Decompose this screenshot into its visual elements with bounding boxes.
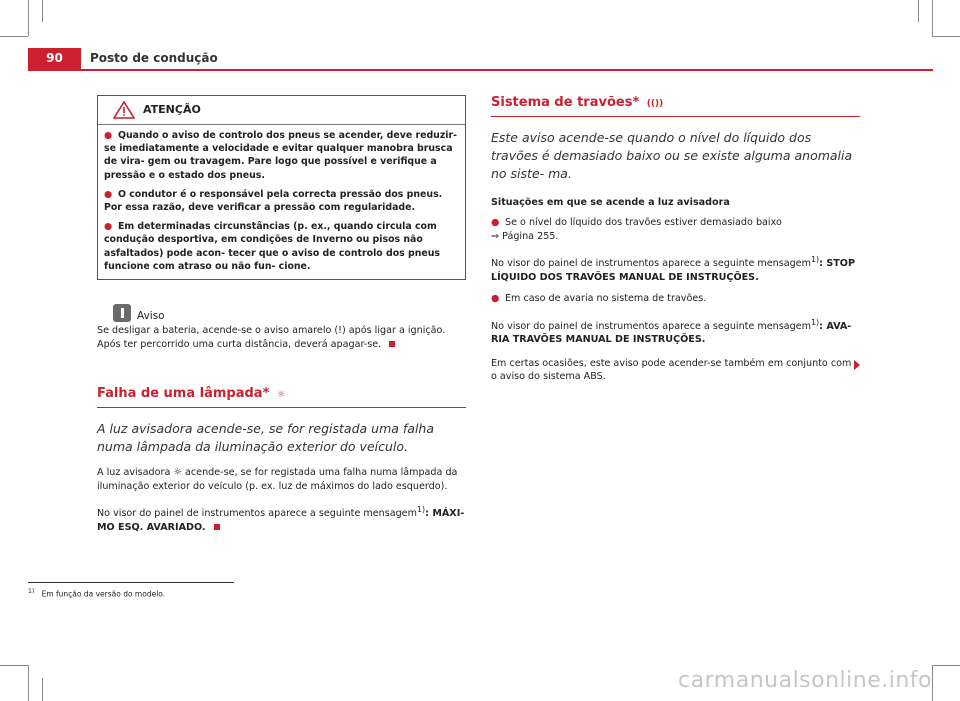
footnote-rule — [28, 582, 234, 583]
note-block — [97, 304, 466, 352]
warning-title: ATENÇÃO — [143, 103, 201, 116]
warning-item: ● O condutor é o responsável pela correcta pressão dos pneus. Por essa razão, deve verificar a pressão com regularidade. — [104, 188, 443, 214]
crop-mark — [42, 678, 43, 701]
crop-mark — [0, 665, 28, 666]
lamp-paragraph: A luz avisadora ☼ acende-se, se for registada uma falha numa lâmpada da iluminação exterior do veículo (p. ex. luz de máximos do lado esquerdo). — [97, 467, 458, 492]
crop-mark — [28, 665, 29, 701]
crop-mark — [932, 665, 933, 701]
watermark: carmanualsonline.info — [678, 668, 932, 693]
brake-message: No visor do painel de instrumentos aparece a seguinte mensagem$^{1)}$: STOP LÍQUIDO DOS TRAVÕES MANUAL DE INSTRUÇÕES. — [491, 255, 855, 283]
page-reference-link[interactable]: ⇒ Página 255. — [491, 230, 559, 242]
warning-item: ● Quando o aviso de controlo dos pneus se acender, deve reduzir-se imediatamente a velocidade e evitar qualquer manobra brusca de vira- gem ou travagem. Pare logo que possível e verifique a pressão e o estado dos pneus. — [104, 130, 458, 181]
right-column — [491, 95, 860, 384]
warning-box — [97, 95, 466, 280]
crop-mark — [28, 0, 29, 36]
lamp-message: No visor do painel de instrumentos aparece a seguinte mensagem$^{1)}$: MÁXI- MO ESQ. AVARIADO. — [97, 505, 465, 533]
brake-heading: Sistema de travões* (()) — [491, 95, 860, 117]
list-item: ● Se o nível do líquido dos travões estiver demasiado baixo ⇒ Página 255. — [491, 217, 782, 242]
warning-item: ● Em determinadas circunstâncias (p. ex., quando circula com condução desportiva, em condições de Inverno ou pisos não asfaltados) pode acon- tecer que o aviso de controlo dos pneus funcione com atraso ou não fun- cione. — [104, 221, 441, 272]
lamp-lead: A luz avisadora acende-se, se for registada uma falha numa lâmpada da iluminação exterior do veículo. — [97, 421, 435, 455]
note-title: Aviso — [137, 310, 165, 323]
crop-mark — [932, 0, 933, 36]
continue-arrow-icon — [854, 360, 860, 370]
crop-mark — [932, 665, 960, 666]
crop-mark — [918, 0, 919, 22]
list-item: ● Em caso de avaria no sistema de travões. — [491, 293, 707, 305]
warning-triangle-icon — [113, 101, 135, 119]
brake-subheading: Situações em que se acende a luz avisadora — [491, 197, 730, 208]
brake-paragraph: Em certas ocasiões, este aviso pode acender-se também em conjunto com o aviso do sistema ABS. — [491, 357, 860, 384]
brake-lead: Este aviso acende-se quando o nível do líquido dos travões é demasiado baixo ou se existe alguma anomalia no siste- ma. — [491, 130, 853, 181]
crop-mark — [932, 36, 960, 37]
header-rule — [28, 69, 933, 71]
note-text: Se desligar a bateria, acende-se o aviso amarelo (!) após ligar a ignição. Após ter percorrido uma curta distância, deverá apagar-se. — [97, 325, 446, 351]
lamp-icon: ☼ — [276, 390, 285, 401]
end-mark — [389, 341, 395, 347]
page-title: Posto de condução — [90, 51, 218, 65]
brake-icon: (()) — [646, 99, 664, 109]
footnote: $^{1)}$ Em função da versão do modelo. — [28, 588, 166, 599]
end-mark — [214, 524, 220, 530]
warning-header — [98, 96, 465, 125]
crop-mark — [0, 36, 28, 37]
lamp-section — [97, 386, 466, 534]
lamp-heading: Falha de uma lâmpada* ☼ — [97, 386, 466, 408]
left-column — [97, 95, 466, 534]
info-icon — [113, 304, 131, 322]
page-number: 90 — [46, 51, 63, 65]
crop-mark — [42, 0, 43, 22]
brake-message: No visor do painel de instrumentos aparece a seguinte mensagem$^{1)}$: AVA- RIA TRAVÕES MANUAL DE INSTRUÇÕES. — [491, 317, 852, 346]
